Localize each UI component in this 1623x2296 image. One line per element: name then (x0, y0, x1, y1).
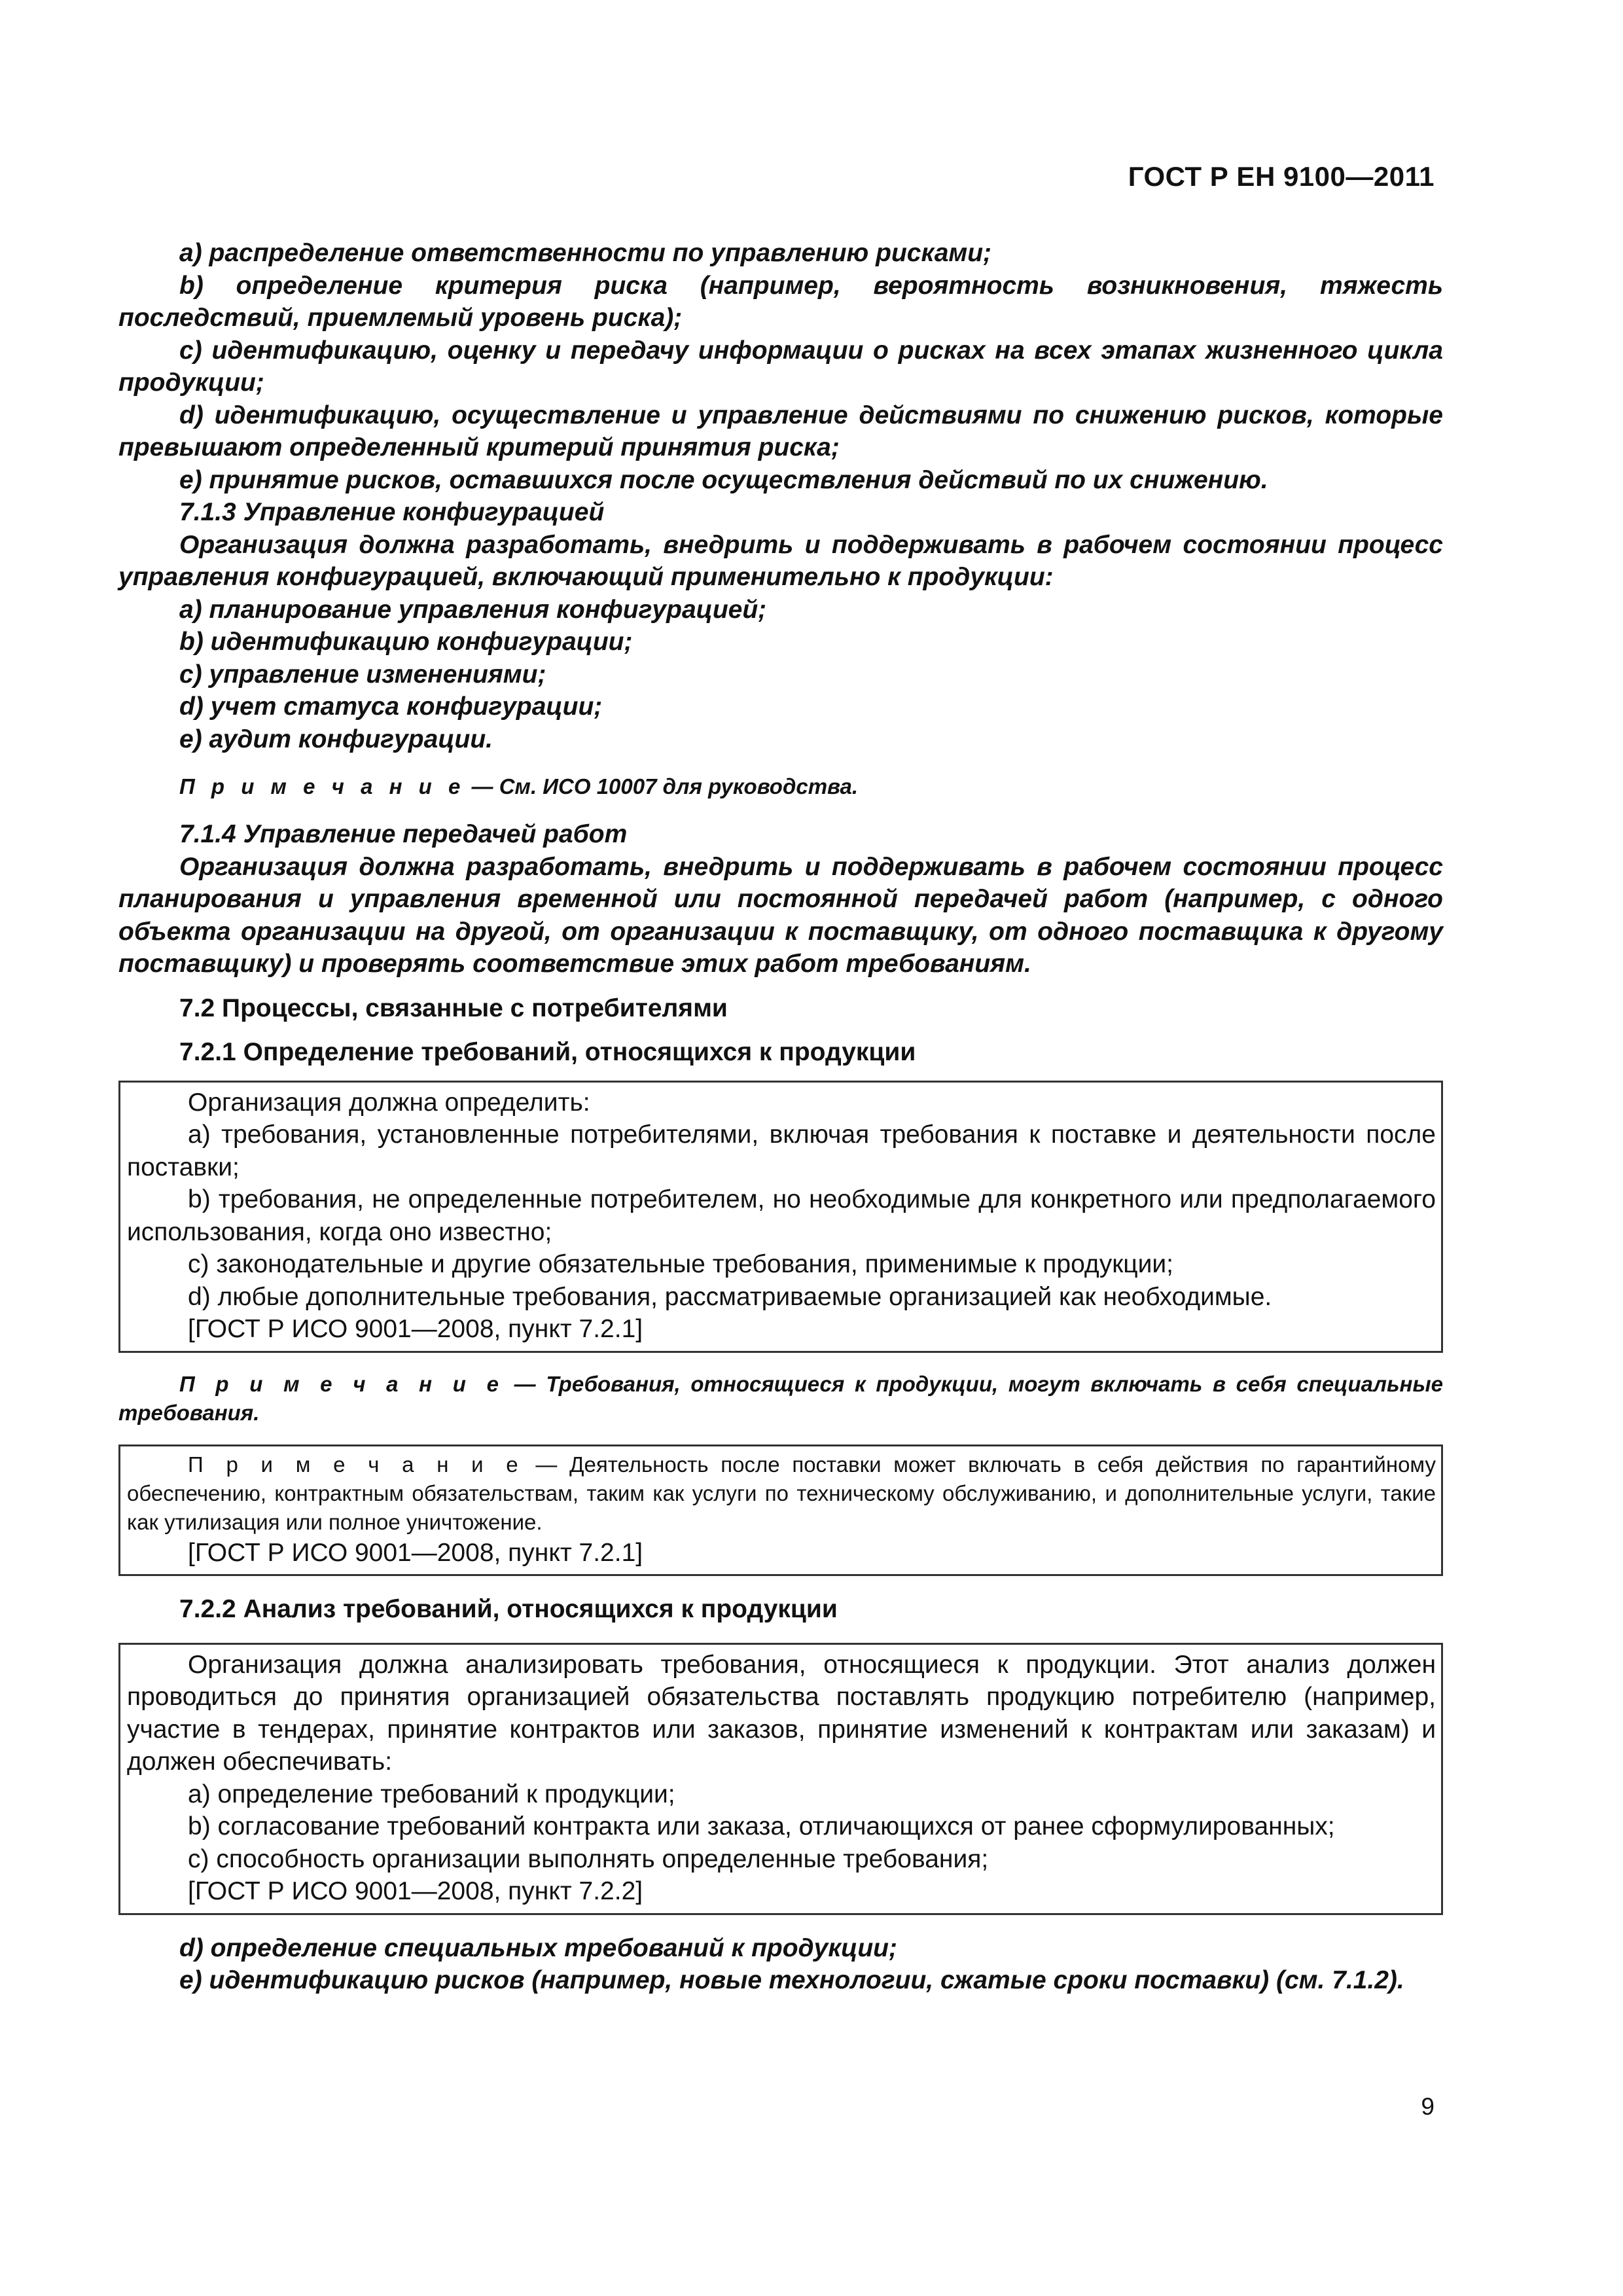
section-heading-7-2-1: 7.2.1 Определение требований, относящихся к продукции (179, 1038, 916, 1066)
note-text: — См. ИСО 10007 для руководства. (465, 774, 859, 798)
section-heading-7-2-2: 7.2.2 Анализ требований, относящихся к продукции (179, 1595, 838, 1623)
document-code-header: ГОСТ Р ЕН 9100—2011 (1128, 161, 1435, 192)
box-note (127, 1450, 1436, 1537)
list-item: e) идентификацию рисков (например, новые технологии, сжатые сроки поставки) (см. 7.1.2). (179, 1966, 1404, 1994)
list-item: c) управление изменениями; (179, 660, 546, 689)
note-label: П р и м е ч а н и е (179, 774, 466, 798)
box-line: c) способность организации выполнять определенные требования; (188, 1844, 989, 1873)
note-label: П р и м е ч а н и е (188, 1452, 524, 1477)
section-heading-7-2: 7.2 Процессы, связанные с потребителями (179, 994, 728, 1022)
quoted-standard-note-box (118, 1444, 1443, 1577)
list-item: d) идентификацию, осуществление и управление действиями по снижению рисков, которые превышают определенный критерий принятия риска; (118, 401, 1443, 461)
note (118, 772, 1443, 801)
note-text: — Требования, относящиеся к продукции, могут включать в себя специальные требования. (118, 1371, 1444, 1425)
list-item: a) распределение ответственности по управлению рисками; (179, 239, 992, 267)
list-item: b) идентификацию конфигурации; (179, 628, 633, 656)
box-line: b) согласование требований контракта или заказа, отличающихся от ранее сформулированных; (188, 1812, 1335, 1840)
note-text: — Деятельность после поставки может включать в себя действия по гарантийному обеспечению, контрактным обязательствам, таким как услуги по техническому обслуживанию, и дополнительные услуги, такие как утилизация или полное уничтожение. (127, 1452, 1436, 1534)
paragraph: Организация должна разработать, внедрить и поддерживать в рабочем состоянии процесс планирования и управления временной или постоянной передачей работ (например, с одного объекта организации на другой, от организации к поставщику, от одного поставщика к другому поставщику) и проверять соответствие этих работ требованиям. (118, 852, 1443, 978)
box-line: Организация должна анализировать требования, относящиеся к продукции. Этот анализ должен проводиться до принятия организацией обязательства поставлять продукцию потребителю (например, участие в тендерах, принятие контрактов или заказов, принятие изменений к контрактам или заказам) и должен обеспечивать: (127, 1650, 1436, 1776)
list-item: a) планирование управления конфигурацией; (179, 595, 767, 624)
page-number: 9 (1421, 2093, 1435, 2120)
box-reference: [ГОСТ Р ИСО 9001—2008, пункт 7.2.2] (188, 1877, 643, 1905)
box-line: Организация должна определить: (188, 1088, 590, 1117)
quoted-standard-box (118, 1081, 1443, 1353)
box-line: d) любые дополнительные требования, рассматриваемые организацией как необходимые. (188, 1282, 1272, 1311)
section-heading-7-1-3: 7.1.3 Управление конфигурацией (179, 498, 605, 526)
box-reference: [ГОСТ Р ИСО 9001—2008, пункт 7.2.1] (188, 1538, 643, 1567)
box-line: c) законодательные и другие обязательные требования, применимые к продукции; (188, 1250, 1173, 1278)
list-item: b) определение критерия риска (например, вероятность возникновения, тяжесть последствий, приемлемый уровень риска); (118, 271, 1443, 332)
note (118, 1370, 1443, 1427)
box-line: a) требования, установленные потребителями, включая требования к поставке и деятельности после поставки; (127, 1121, 1436, 1181)
section-heading-7-1-4: 7.1.4 Управление передачей работ (179, 820, 628, 848)
box-reference: [ГОСТ Р ИСО 9001—2008, пункт 7.2.1] (188, 1315, 643, 1343)
box-line: a) определение требований к продукции; (188, 1780, 675, 1808)
list-item: d) учет статуса конфигурации; (179, 692, 603, 721)
list-item: d) определение специальных требований к продукции; (179, 1933, 897, 1962)
paragraph: Организация должна разработать, внедрить и поддерживать в рабочем состоянии процесс управления конфигурацией, включающий применительно к продукции: (118, 530, 1443, 591)
list-item: e) принятие рисков, оставшихся после осуществления действий по их снижению. (179, 465, 1268, 494)
note-label: П р и м е ч а н и е (179, 1371, 504, 1396)
quoted-standard-box (118, 1643, 1443, 1915)
list-item: e) аудит конфигурации. (179, 725, 493, 753)
list-item: c) идентификацию, оценку и передачу информации о рисках на всех этапах жизненного цикла продукции; (118, 336, 1443, 397)
box-line: b) требования, не определенные потребителем, но необходимые для конкретного или предполагаемого использования, когда оно известно; (127, 1185, 1436, 1246)
page-content (118, 237, 1443, 1997)
